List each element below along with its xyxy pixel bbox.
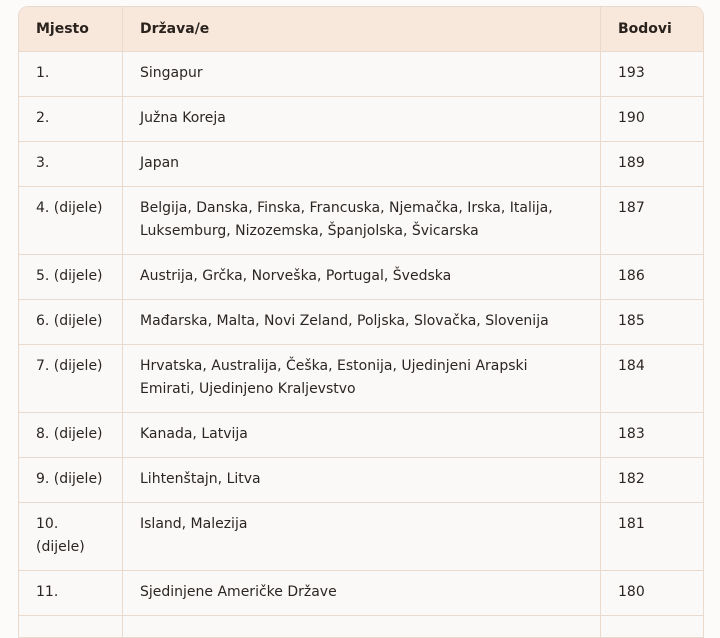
table-row — [19, 187, 703, 255]
rank-cell: 6. (dijele) — [19, 300, 122, 345]
table-row — [19, 345, 703, 413]
header-points: Bodovi — [600, 7, 703, 52]
points-cell — [600, 616, 703, 637]
table-row — [19, 142, 703, 187]
table-row — [19, 458, 703, 503]
points-cell: 190 — [600, 97, 703, 142]
header-countries: Država/e — [122, 7, 600, 52]
points-cell: 186 — [600, 255, 703, 300]
countries-cell: Japan — [122, 142, 600, 187]
table-body — [19, 52, 703, 637]
countries-cell: Austrija, Grčka, Norveška, Portugal, Švedska — [122, 255, 600, 300]
points-cell: 189 — [600, 142, 703, 187]
points-cell: 180 — [600, 571, 703, 616]
table-row — [19, 52, 703, 97]
table-row — [19, 616, 703, 637]
table-row — [19, 97, 703, 142]
table-header — [19, 7, 703, 52]
countries-cell: Island, Malezija — [122, 503, 600, 571]
countries-cell: Kanada, Latvija — [122, 413, 600, 458]
rank-cell: 8. (dijele) — [19, 413, 122, 458]
rank-cell: 1. — [19, 52, 122, 97]
countries-cell: Mađarska, Malta, Novi Zeland, Poljska, Slovačka, Slovenija — [122, 300, 600, 345]
countries-cell: Lihtenštajn, Litva — [122, 458, 600, 503]
rank-cell: 2. — [19, 97, 122, 142]
points-cell: 187 — [600, 187, 703, 255]
table-row — [19, 503, 703, 571]
points-cell: 185 — [600, 300, 703, 345]
rank-cell: 3. — [19, 142, 122, 187]
rank-cell: 5. (dijele) — [19, 255, 122, 300]
countries-cell: Sjedinjene Američke Države — [122, 571, 600, 616]
ranking-table-container — [18, 6, 702, 638]
rank-cell: 4. (dijele) — [19, 187, 122, 255]
rank-cell: 10. (dijele) — [19, 503, 122, 571]
rank-cell — [19, 616, 122, 637]
points-cell: 182 — [600, 458, 703, 503]
rank-cell: 11. — [19, 571, 122, 616]
table-row — [19, 255, 703, 300]
header-rank: Mjesto — [19, 7, 122, 52]
countries-cell: Hrvatska, Australija, Češka, Estonija, Ujedinjeni Arapski Emirati, Ujedinjeno Kraljevstvo — [122, 345, 600, 413]
header-row — [19, 7, 703, 52]
rank-cell: 7. (dijele) — [19, 345, 122, 413]
table-row — [19, 300, 703, 345]
points-cell: 184 — [600, 345, 703, 413]
points-cell: 183 — [600, 413, 703, 458]
table-row — [19, 571, 703, 616]
passport-ranking-table — [18, 6, 704, 638]
countries-cell: Južna Koreja — [122, 97, 600, 142]
points-cell: 193 — [600, 52, 703, 97]
countries-cell: Belgija, Danska, Finska, Francuska, Njemačka, Irska, Italija, Luksemburg, Nizozemska, Španjolska, Švicarska — [122, 187, 600, 255]
countries-cell — [122, 616, 600, 637]
table-row — [19, 413, 703, 458]
points-cell: 181 — [600, 503, 703, 571]
rank-cell: 9. (dijele) — [19, 458, 122, 503]
countries-cell: Singapur — [122, 52, 600, 97]
